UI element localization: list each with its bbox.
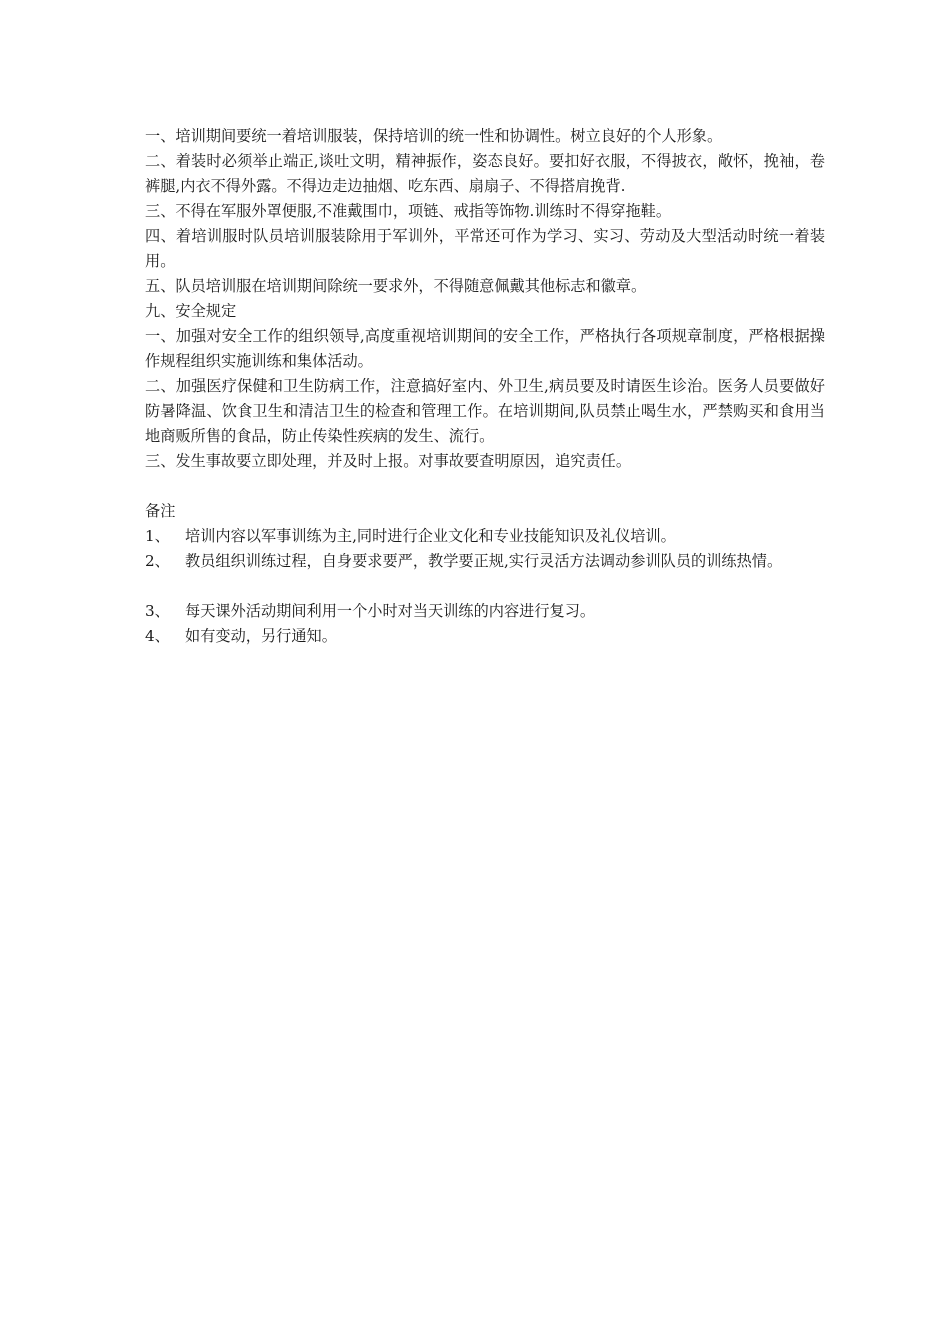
- safety-paragraph-1: 一、加强对安全工作的组织领导,高度重视培训期间的安全工作，严格执行各项规章制度，严格根据操作规程组织实施训练和集体活动。: [145, 327, 825, 370]
- note-item-3: [145, 599, 825, 624]
- safety-paragraph-2: 二、加强医疗保健和卫生防病工作，注意搞好室内、外卫生,病员要及时请医生诊治。医务人员要做好防暑降温、饮食卫生和清洁卫生的检查和管理工作。在培训期间,队员禁止喝生水，严禁购买和食用当地商贩所售的食品，防止传染性疾病的发生、流行。: [145, 377, 825, 445]
- rule-paragraph-2: 二、着装时必须举止端正,谈吐文明，精神振作，姿态良好。要扣好衣服，不得披衣，敞怀，挽袖，卷裤腿,内衣不得外露。不得边走边抽烟、吃东西、扇扇子、不得搭肩挽背.: [145, 152, 825, 195]
- note-item-1: [145, 524, 825, 549]
- note-item-4: [145, 624, 825, 649]
- rule-paragraph-4: 四、着培训服时队员培训服装除用于军训外，平常还可作为学习、实习、劳动及大型活动时统一着装用。: [145, 227, 825, 270]
- note-number: 3、: [145, 602, 170, 620]
- rule-paragraph-5: 五、队员培训服在培训期间除统一要求外，不得随意佩戴其他标志和徽章。: [145, 277, 647, 295]
- rule-paragraph-3: 三、不得在军服外罩便服,不准戴围巾，项链、戒指等饰物.训练时不得穿拖鞋。: [145, 202, 672, 220]
- spacer: [145, 474, 825, 499]
- note-text: 培训内容以军事训练为主,同时进行企业文化和专业技能知识及礼仪培训。: [185, 527, 676, 545]
- note-text: 每天课外活动期间利用一个小时对当天训练的内容进行复习。: [185, 602, 596, 620]
- notes-title: 备注: [145, 502, 176, 520]
- safety-paragraph-3: 三、发生事故要立即处理，并及时上报。对事故要查明原因，追究责任。: [145, 452, 631, 470]
- note-text: 教员组织训练过程，自身要求要严，教学要正规,实行灵活方法调动参训队员的训练热情。: [185, 552, 783, 570]
- spacer: [145, 574, 825, 599]
- document-body: [145, 124, 825, 649]
- note-number: 4、: [145, 627, 170, 645]
- note-item-2: [145, 549, 825, 574]
- section-heading-safety: 九、安全规定: [145, 302, 237, 320]
- note-number: 2、: [145, 552, 170, 570]
- note-text: 如有变动，另行通知。: [185, 627, 337, 645]
- rule-paragraph-1: 一、培训期间要统一着培训服装，保持培训的统一性和协调性。树立良好的个人形象。: [145, 127, 723, 145]
- note-number: 1、: [145, 527, 170, 545]
